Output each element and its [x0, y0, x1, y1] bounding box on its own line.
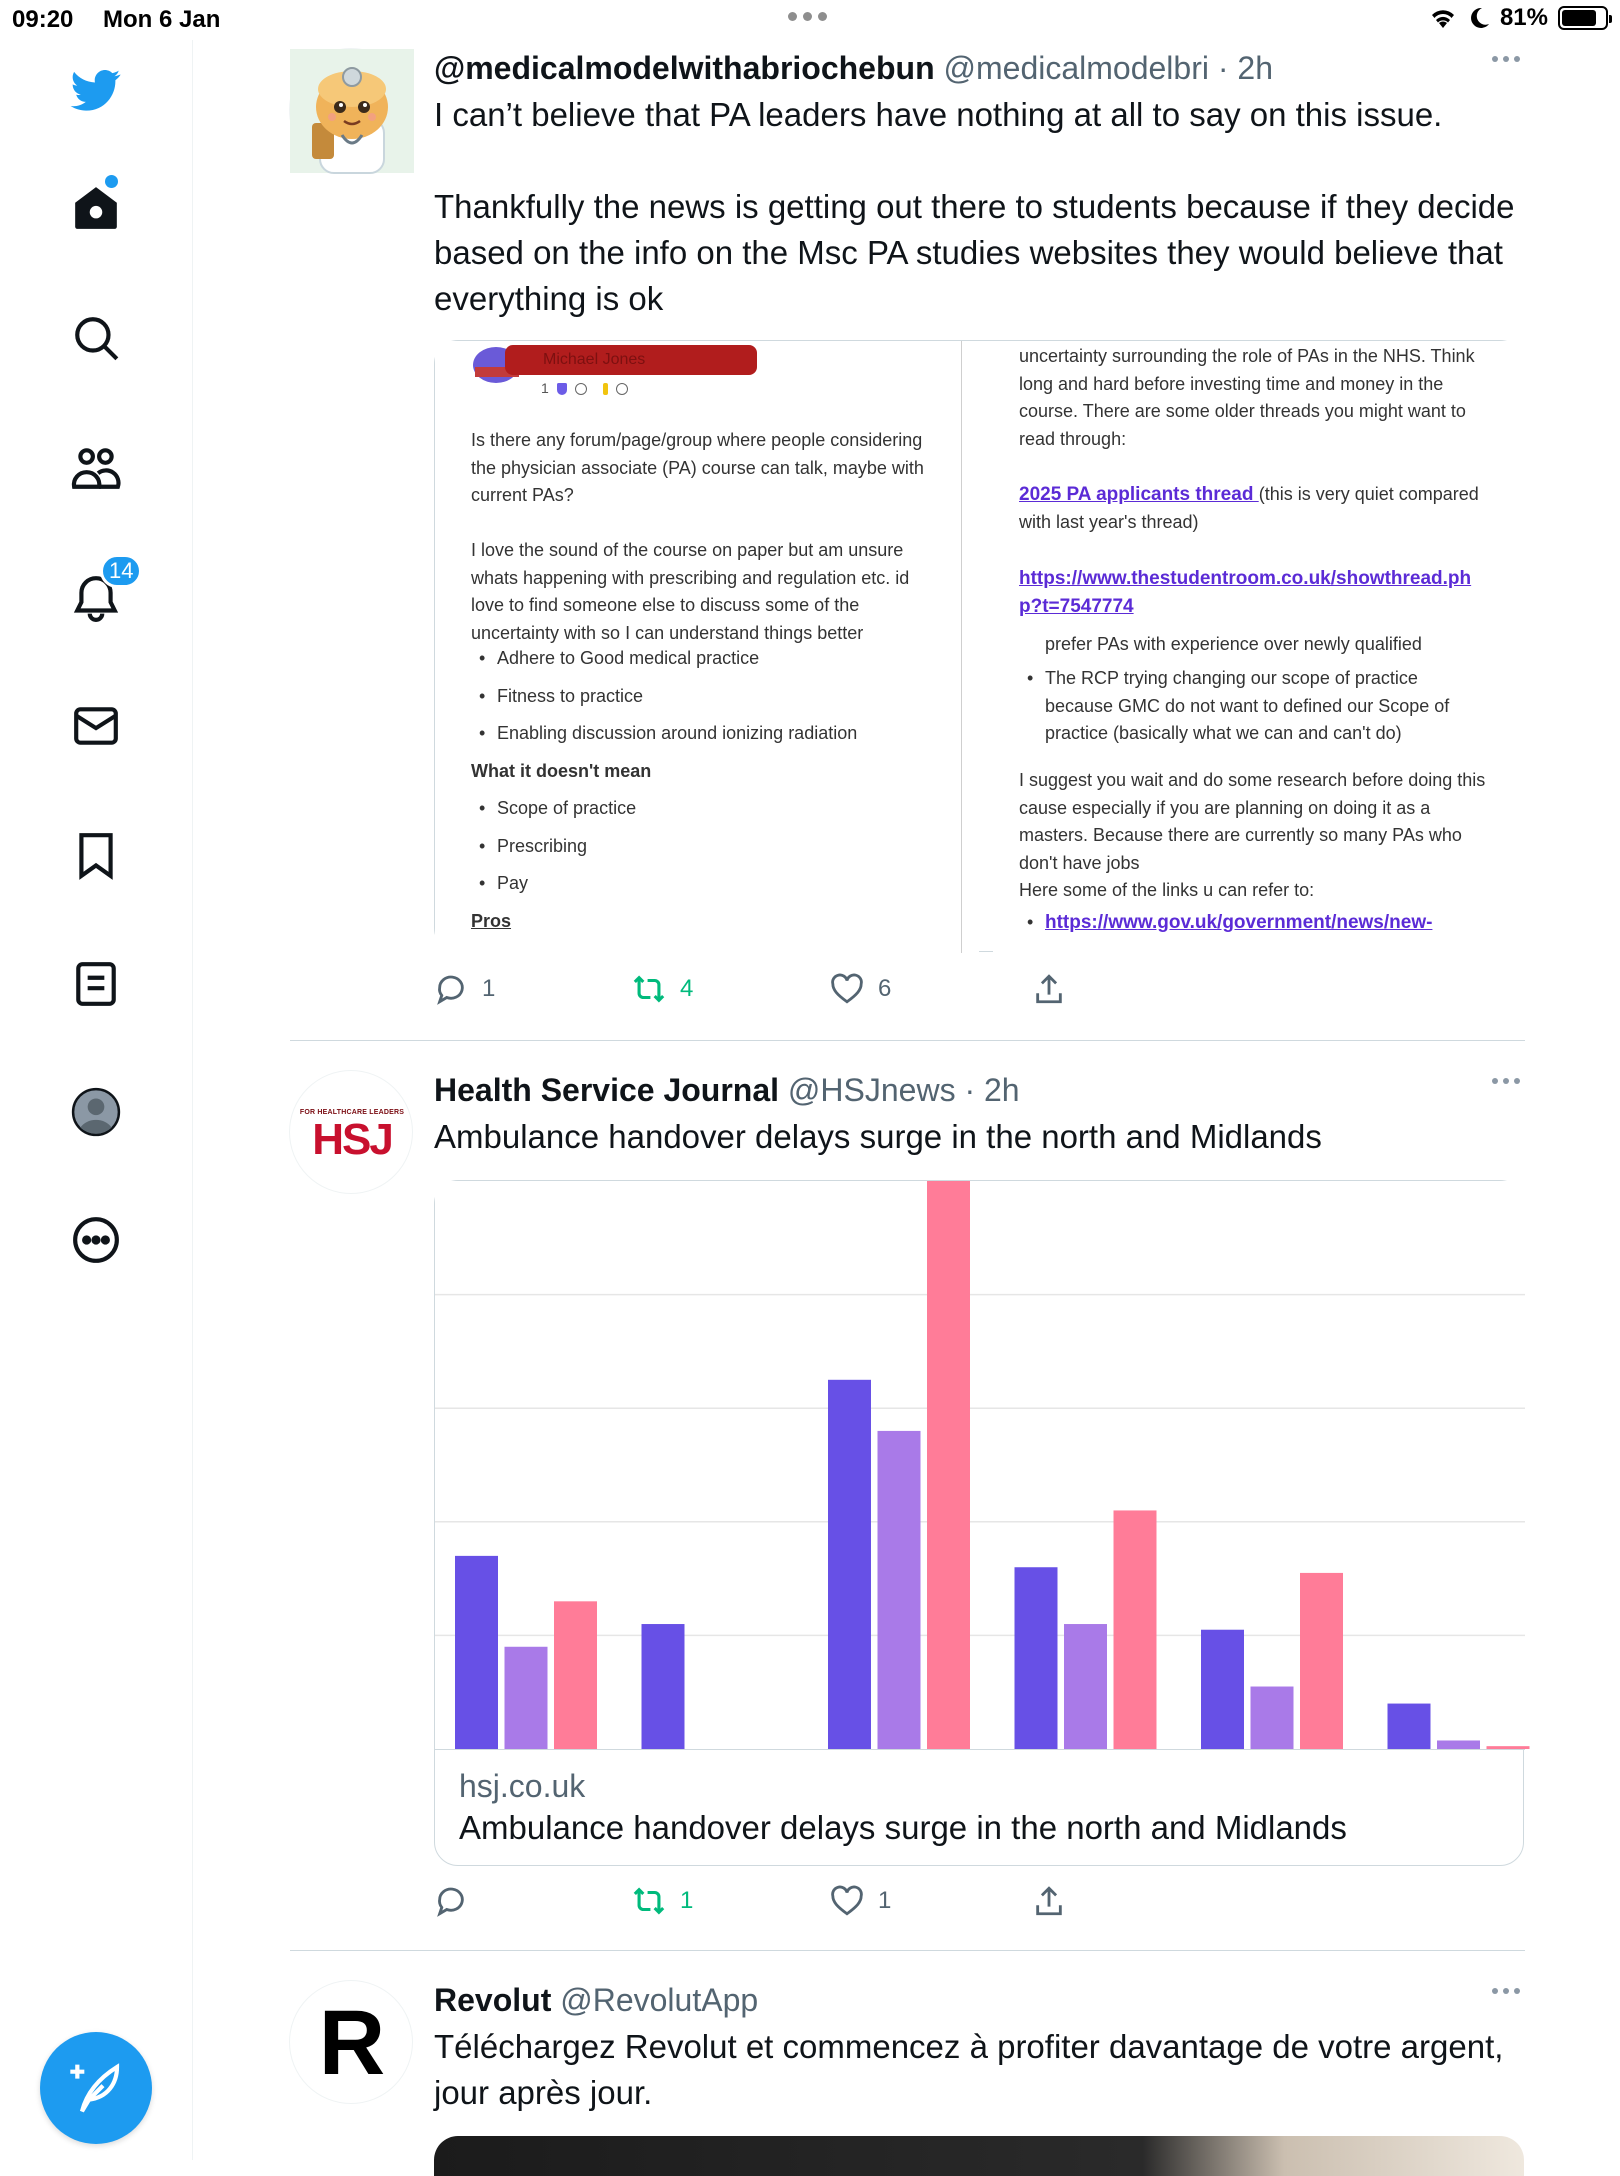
share-button[interactable]	[1032, 1884, 1066, 1918]
help-icon	[616, 383, 628, 395]
forum-thread-link[interactable]: https://www.gov.uk/government/news/new-	[1045, 912, 1433, 933]
section-heading: Pros	[471, 910, 512, 931]
bar-chart-svg	[435, 1181, 1525, 1749]
wifi-icon	[1428, 6, 1458, 30]
bar-g3-1	[828, 1380, 871, 1749]
image-divider	[961, 341, 962, 953]
tweet[interactable]	[290, 1070, 1525, 1940]
medal-icon	[603, 383, 608, 395]
reply-icon	[434, 972, 468, 1006]
share-icon	[1032, 1884, 1066, 1918]
revolut-logo: R	[318, 1992, 386, 2094]
tweet-text: Téléchargez Revolut et commencez à profiter davantage de votre argent, jour après jour.	[434, 2028, 1504, 2111]
tweet-more-icon[interactable]	[1492, 1078, 1520, 1084]
tweet-author-handle[interactable]: @medicalmodelbri	[943, 50, 1209, 86]
like-button[interactable]	[830, 972, 891, 1006]
revolut-avatar[interactable]	[289, 1980, 413, 2104]
tweet-more-icon[interactable]	[1492, 1988, 1520, 1994]
status-bar	[0, 0, 1620, 40]
user-avatar[interactable]	[289, 48, 413, 172]
tweet-time[interactable]: · 2h	[1217, 50, 1273, 86]
bar-g2-1	[642, 1624, 685, 1749]
list-item: • Pay	[471, 870, 941, 898]
like-count: 1	[878, 1887, 892, 1914]
moon-icon	[1468, 6, 1490, 30]
more-icon[interactable]	[66, 1210, 126, 1270]
lists-icon[interactable]	[66, 954, 126, 1014]
bar-g3-3	[927, 1181, 970, 1749]
forum-post-stats: 1	[541, 380, 549, 396]
like-count: 6	[878, 975, 892, 1002]
retweet-count: 1	[680, 1887, 694, 1914]
list-item: • Scope of practice	[471, 795, 941, 823]
share-button[interactable]	[1032, 972, 1066, 1006]
tweet-author-handle[interactable]: @HSJnews	[787, 1072, 956, 1108]
like-button[interactable]	[830, 1884, 891, 1918]
tweet-text: I can’t believe that PA leaders have nothing at all to say on this issue. Thankfully the news is getting out there to students because if they decide based on the info on the Msc PA studies websites they would believe that everything is ok	[434, 96, 1515, 317]
bar-g6-1	[1388, 1704, 1431, 1749]
reply-button[interactable]	[434, 972, 495, 1006]
hsj-avatar[interactable]	[289, 1070, 413, 1194]
hsj-logo: HSJ	[312, 1115, 392, 1164]
forum-post-paragraph: Is there any forum/page/group where people considering the physician associate (PA) course can talk, maybe with current PAs?	[471, 430, 924, 505]
explore-icon[interactable]	[66, 308, 126, 368]
forum-post-paragraph: uncertainty surrounding the role of PAs in the NHS. Think long and hard before investing time and money in the course. There are some older threads you might want to read through:	[1019, 346, 1475, 449]
home-unread-dot	[105, 175, 118, 188]
bar-g4-2	[1064, 1624, 1107, 1749]
bar-g3-2	[878, 1431, 921, 1749]
compose-feather-icon	[68, 2060, 124, 2116]
retweet-count: 4	[680, 975, 694, 1002]
bar-g1-1	[455, 1556, 498, 1749]
tweet-author-name[interactable]: Health Service Journal	[434, 1072, 780, 1108]
profile-icon[interactable]	[66, 1082, 126, 1142]
tweet-media-grid[interactable]	[434, 340, 1524, 952]
bar-g4-1	[1015, 1567, 1058, 1749]
status-date: Mon 6 Jan	[103, 6, 221, 33]
media-image-4[interactable]	[993, 634, 1525, 953]
compose-tweet-button[interactable]	[40, 2032, 152, 2144]
list-item: • The RCP trying changing our scope of practice because GMC do not want to defined our Scope of practice (basically what we can and can't do)	[1019, 665, 1479, 748]
share-icon	[1032, 972, 1066, 1006]
battery-percent: 81%	[1499, 4, 1548, 31]
tweet-time[interactable]: · 2h	[964, 1072, 1020, 1108]
card-title: Ambulance handover delays surge in the north and Midlands	[459, 1809, 1347, 1846]
tweet-divider	[290, 1950, 1525, 1951]
retweet-button[interactable]	[632, 972, 693, 1006]
list-item: • Adhere to Good medical practice	[471, 645, 941, 673]
reply-icon	[434, 1884, 468, 1918]
tweet-more-icon[interactable]	[1492, 56, 1520, 62]
tweet-text: Ambulance handover delays surge in the north and Midlands	[434, 1118, 1322, 1155]
tweet-author-name[interactable]: @medicalmodelwithabriochebun	[434, 50, 935, 86]
list-item: • Prescribing	[471, 833, 941, 861]
forum-post-paragraph: (this is very quiet compared with last year's thread)	[1019, 484, 1479, 532]
reply-count: 1	[482, 975, 496, 1002]
heart-icon	[830, 1884, 864, 1918]
link-card[interactable]	[434, 1180, 1524, 1866]
promoted-media[interactable]	[434, 2136, 1524, 2176]
bar-g5-2	[1251, 1687, 1294, 1749]
bar-chart	[435, 1181, 1525, 1749]
media-image-3[interactable]	[435, 645, 979, 953]
bar-g5-3	[1300, 1573, 1343, 1749]
list-item: • Enabling discussion around ionizing radiation	[471, 720, 941, 748]
bar-g4-3	[1114, 1510, 1157, 1749]
forum-post-paragraph: prefer PAs with experience over newly qualified	[1045, 634, 1422, 654]
tweet-author-name[interactable]: Revolut	[434, 1982, 552, 2018]
redacted-username: Michael Jones	[505, 345, 757, 375]
multitasking-dots-icon[interactable]	[788, 12, 827, 21]
tweet-author-handle[interactable]: @RevolutApp	[560, 1982, 759, 2018]
card-domain: hsj.co.uk	[459, 1768, 586, 1804]
heart-icon	[830, 972, 864, 1006]
messages-icon[interactable]	[66, 696, 126, 756]
media-image-1[interactable]	[435, 341, 979, 645]
bar-g5-1	[1201, 1630, 1244, 1749]
communities-icon[interactable]	[66, 438, 126, 498]
forum-post-paragraph: I suggest you wait and do some research before doing this cause especially if you are planning on doing it as a masters. Because there are currently so many PAs who don't have jobs	[1019, 770, 1486, 873]
hsj-tagline: FOR HEALTHCARE LEADERS	[299, 1109, 405, 1116]
status-time: 09:20	[12, 6, 74, 33]
sidebar	[0, 40, 193, 2160]
reply-button[interactable]	[434, 1884, 482, 1918]
section-heading: What it doesn't mean	[471, 760, 652, 781]
list-item: • Fitness to practice	[471, 683, 941, 711]
notifications-badge: 14	[100, 554, 142, 588]
tweet-divider	[290, 1040, 1525, 1041]
tweet[interactable]	[290, 1980, 1525, 2160]
twitter-logo-icon[interactable]	[66, 60, 126, 120]
bookmarks-icon[interactable]	[66, 825, 126, 885]
shield-icon	[557, 383, 567, 395]
tweet[interactable]	[290, 48, 1525, 1028]
forum-post-paragraph: I love the sound of the course on paper but am unsure whats happening with prescribing and regulation etc. id love to find someone else to discuss some of the uncertainty with so I can understand things better	[471, 540, 910, 643]
forum-post-paragraph: Here some of the links u can refer to:	[1019, 880, 1315, 900]
retweet-icon	[632, 972, 666, 1006]
bar-g1-2	[505, 1647, 548, 1749]
retweet-button[interactable]	[632, 1884, 693, 1918]
help-icon	[575, 383, 587, 395]
media-image-2[interactable]	[993, 341, 1525, 645]
battery-icon	[1558, 6, 1608, 30]
bar-g6-2	[1437, 1740, 1480, 1749]
bar-g1-3	[554, 1601, 597, 1749]
forum-thread-link[interactable]: 2025 PA applicants thread	[1019, 484, 1259, 505]
home-icon[interactable]	[66, 178, 126, 238]
retweet-icon	[632, 1884, 666, 1918]
forum-thread-link[interactable]: https://www.thestudentroom.co.uk/showthread.php?t=7547774	[1019, 568, 1472, 617]
